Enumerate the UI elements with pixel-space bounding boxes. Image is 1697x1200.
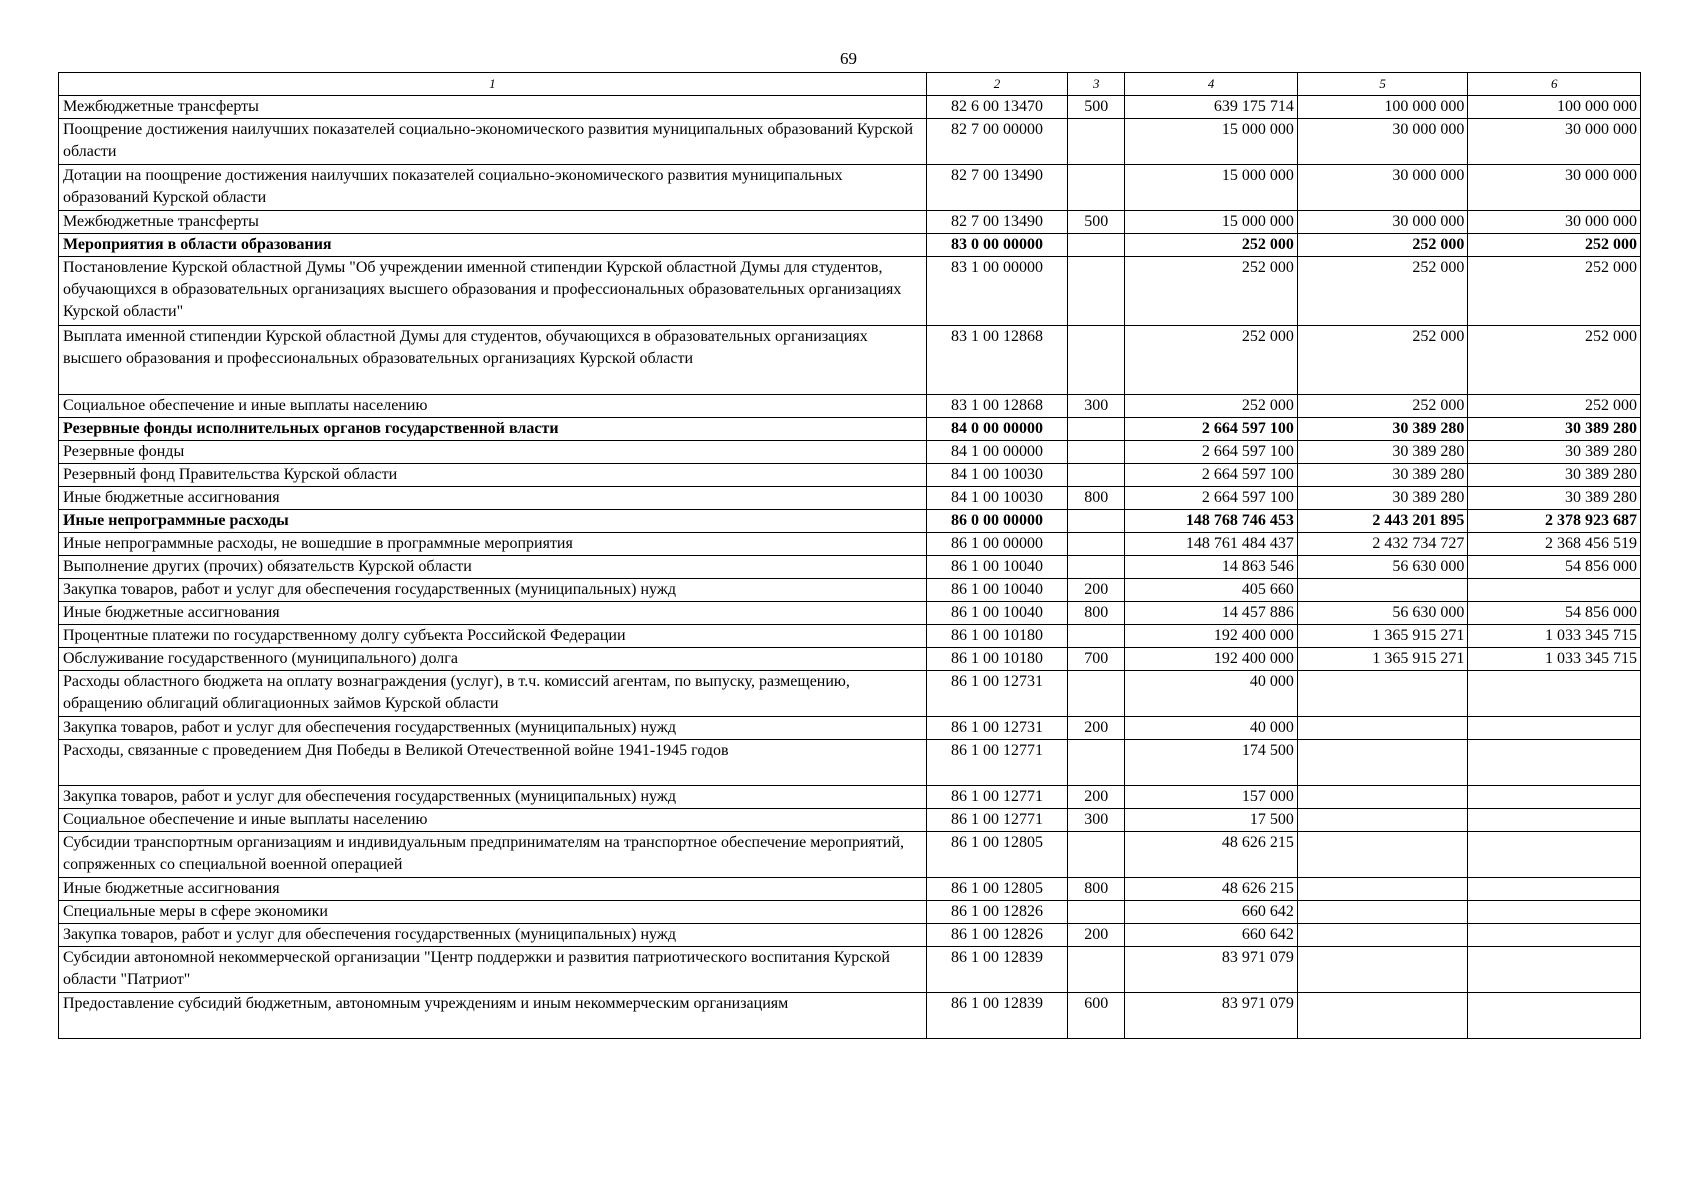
target-code-cell: 86 1 00 12826 (926, 901, 1067, 924)
item-name-cell: Межбюджетные трансферты (59, 96, 927, 119)
amount-1-cell: 40 000 (1125, 671, 1298, 717)
amount-2-cell: 252 000 (1297, 326, 1468, 395)
target-code-cell: 83 1 00 12868 (926, 395, 1067, 418)
expense-type-cell: 600 (1068, 993, 1125, 1039)
amount-2-cell: 252 000 (1297, 234, 1468, 257)
amount-2-cell: 30 000 000 (1297, 119, 1468, 165)
target-code-cell: 86 1 00 12771 (926, 809, 1067, 832)
amount-3-cell: 252 000 (1468, 257, 1641, 326)
table-row (59, 924, 1641, 947)
target-code-cell: 86 1 00 12839 (926, 947, 1067, 993)
expense-type-cell (1068, 234, 1125, 257)
amount-3-cell: 252 000 (1468, 326, 1641, 395)
table-row (59, 901, 1641, 924)
table-row (59, 579, 1641, 602)
expense-type-cell: 200 (1068, 924, 1125, 947)
table-row (59, 96, 1641, 119)
amount-3-cell: 30 389 280 (1468, 464, 1641, 487)
expense-type-cell (1068, 326, 1125, 395)
amount-2-cell: 252 000 (1297, 395, 1468, 418)
table-row (59, 533, 1641, 556)
amount-3-cell: 54 856 000 (1468, 602, 1641, 625)
item-name-cell: Предоставление субсидий бюджетным, автономным учреждениям и иным некоммерческим организациям (59, 993, 927, 1039)
expense-type-cell (1068, 533, 1125, 556)
table-row (59, 487, 1641, 510)
expense-type-cell (1068, 832, 1125, 878)
item-name-cell: Социальное обеспечение и иные выплаты населению (59, 395, 927, 418)
amount-3-cell (1468, 671, 1641, 717)
target-code-cell: 86 1 00 10040 (926, 579, 1067, 602)
amount-1-cell: 192 400 000 (1125, 625, 1298, 648)
target-code-cell: 86 1 00 10180 (926, 625, 1067, 648)
item-name-cell: Резервные фонды исполнительных органов государственной власти (59, 418, 927, 441)
amount-2-cell: 252 000 (1297, 257, 1468, 326)
amount-3-cell (1468, 786, 1641, 809)
amount-2-cell: 100 000 000 (1297, 96, 1468, 119)
amount-1-cell: 48 626 215 (1125, 832, 1298, 878)
item-name-cell: Выполнение других (прочих) обязательств Курской области (59, 556, 927, 579)
amount-3-cell: 1 033 345 715 (1468, 625, 1641, 648)
target-code-cell: 86 1 00 00000 (926, 533, 1067, 556)
column-header: 5 (1297, 73, 1468, 96)
item-name-cell: Дотации на поощрение достижения наилучших показателей социально-экономического развития муниципальных образований Курской области (59, 165, 927, 211)
amount-1-cell: 17 500 (1125, 809, 1298, 832)
amount-2-cell (1297, 786, 1468, 809)
table-row (59, 556, 1641, 579)
column-header: 4 (1125, 73, 1298, 96)
item-name-cell: Специальные меры в сфере экономики (59, 901, 927, 924)
table-row (59, 464, 1641, 487)
expense-type-cell (1068, 510, 1125, 533)
amount-2-cell: 2 432 734 727 (1297, 533, 1468, 556)
target-code-cell: 86 1 00 10180 (926, 648, 1067, 671)
amount-3-cell: 30 389 280 (1468, 418, 1641, 441)
amount-3-cell: 30 389 280 (1468, 487, 1641, 510)
expense-type-cell (1068, 740, 1125, 786)
column-header: 2 (926, 73, 1067, 96)
amount-2-cell: 30 000 000 (1297, 165, 1468, 211)
amount-2-cell: 2 443 201 895 (1297, 510, 1468, 533)
table-row (59, 234, 1641, 257)
table-row (59, 119, 1641, 165)
amount-2-cell (1297, 579, 1468, 602)
target-code-cell: 83 1 00 12868 (926, 326, 1067, 395)
amount-1-cell: 157 000 (1125, 786, 1298, 809)
column-header: 6 (1468, 73, 1641, 96)
amount-2-cell: 30 389 280 (1297, 418, 1468, 441)
amount-2-cell: 56 630 000 (1297, 602, 1468, 625)
table-header-row (59, 73, 1641, 96)
expense-type-cell: 200 (1068, 579, 1125, 602)
expense-type-cell: 800 (1068, 602, 1125, 625)
amount-3-cell (1468, 832, 1641, 878)
amount-1-cell: 2 664 597 100 (1125, 441, 1298, 464)
target-code-cell: 86 1 00 12731 (926, 671, 1067, 717)
expense-type-cell (1068, 671, 1125, 717)
amount-1-cell: 2 664 597 100 (1125, 464, 1298, 487)
budget-table (58, 72, 1641, 1039)
amount-3-cell: 2 378 923 687 (1468, 510, 1641, 533)
amount-3-cell: 252 000 (1468, 234, 1641, 257)
table-row (59, 326, 1641, 395)
target-code-cell: 84 0 00 00000 (926, 418, 1067, 441)
amount-1-cell: 48 626 215 (1125, 878, 1298, 901)
amount-3-cell (1468, 901, 1641, 924)
amount-3-cell: 30 000 000 (1468, 119, 1641, 165)
target-code-cell: 86 1 00 12805 (926, 832, 1067, 878)
amount-3-cell (1468, 579, 1641, 602)
item-name-cell: Иные непрограммные расходы, не вошедшие в программные мероприятия (59, 533, 927, 556)
amount-2-cell (1297, 993, 1468, 1039)
target-code-cell: 82 7 00 00000 (926, 119, 1067, 165)
amount-1-cell: 15 000 000 (1125, 211, 1298, 234)
item-name-cell: Субсидии автономной некоммерческой организации "Центр поддержки и развития патриотического воспитания Курской области "Патриот" (59, 947, 927, 993)
target-code-cell: 86 1 00 12771 (926, 740, 1067, 786)
amount-1-cell: 40 000 (1125, 717, 1298, 740)
page-number: 69 (840, 49, 857, 68)
amount-2-cell: 56 630 000 (1297, 556, 1468, 579)
item-name-cell: Закупка товаров, работ и услуг для обеспечения государственных (муниципальных) нужд (59, 717, 927, 740)
table-row (59, 740, 1641, 786)
amount-3-cell (1468, 809, 1641, 832)
amount-2-cell (1297, 740, 1468, 786)
table-row (59, 648, 1641, 671)
expense-type-cell (1068, 625, 1125, 648)
expense-type-cell (1068, 165, 1125, 211)
amount-1-cell: 639 175 714 (1125, 96, 1298, 119)
target-code-cell: 86 0 00 00000 (926, 510, 1067, 533)
amount-1-cell: 252 000 (1125, 257, 1298, 326)
table-row (59, 671, 1641, 717)
amount-3-cell (1468, 993, 1641, 1039)
amount-1-cell: 15 000 000 (1125, 165, 1298, 211)
amount-1-cell: 174 500 (1125, 740, 1298, 786)
target-code-cell: 86 1 00 12771 (926, 786, 1067, 809)
table-row (59, 257, 1641, 326)
amount-2-cell (1297, 671, 1468, 717)
expense-type-cell: 300 (1068, 809, 1125, 832)
amount-1-cell: 148 768 746 453 (1125, 510, 1298, 533)
amount-1-cell: 252 000 (1125, 234, 1298, 257)
amount-1-cell: 14 457 886 (1125, 602, 1298, 625)
amount-2-cell: 30 389 280 (1297, 441, 1468, 464)
table-row (59, 165, 1641, 211)
amount-3-cell: 2 368 456 519 (1468, 533, 1641, 556)
table-row (59, 993, 1641, 1039)
table-row (59, 211, 1641, 234)
table-row (59, 625, 1641, 648)
item-name-cell: Иные бюджетные ассигнования (59, 487, 927, 510)
amount-1-cell: 15 000 000 (1125, 119, 1298, 165)
amount-1-cell: 660 642 (1125, 924, 1298, 947)
amount-3-cell: 54 856 000 (1468, 556, 1641, 579)
target-code-cell: 84 1 00 10030 (926, 487, 1067, 510)
item-name-cell: Постановление Курской областной Думы "Об учреждении именной стипендии Курской областной Думы для студентов, обучающихся в образовательных организациях высшего образования и профессиональных образовательных организациях Курской области" (59, 257, 927, 326)
amount-1-cell: 252 000 (1125, 395, 1298, 418)
amount-2-cell (1297, 832, 1468, 878)
table-row (59, 809, 1641, 832)
target-code-cell: 86 1 00 12839 (926, 993, 1067, 1039)
expense-type-cell: 500 (1068, 96, 1125, 119)
table-row (59, 878, 1641, 901)
item-name-cell: Иные бюджетные ассигнования (59, 878, 927, 901)
column-header: 1 (59, 73, 927, 96)
target-code-cell: 83 0 00 00000 (926, 234, 1067, 257)
amount-1-cell: 83 971 079 (1125, 947, 1298, 993)
table-row (59, 947, 1641, 993)
target-code-cell: 84 1 00 10030 (926, 464, 1067, 487)
target-code-cell: 86 1 00 12805 (926, 878, 1067, 901)
table-row (59, 441, 1641, 464)
amount-3-cell (1468, 878, 1641, 901)
expense-type-cell: 700 (1068, 648, 1125, 671)
target-code-cell: 84 1 00 00000 (926, 441, 1067, 464)
amount-3-cell (1468, 717, 1641, 740)
amount-2-cell (1297, 901, 1468, 924)
amount-3-cell (1468, 924, 1641, 947)
expense-type-cell: 200 (1068, 786, 1125, 809)
target-code-cell: 83 1 00 00000 (926, 257, 1067, 326)
amount-1-cell: 192 400 000 (1125, 648, 1298, 671)
item-name-cell: Межбюджетные трансферты (59, 211, 927, 234)
amount-3-cell: 1 033 345 715 (1468, 648, 1641, 671)
expense-type-cell (1068, 441, 1125, 464)
amount-2-cell: 1 365 915 271 (1297, 648, 1468, 671)
item-name-cell: Расходы, связанные с проведением Дня Победы в Великой Отечественной войне 1941-1945 годов (59, 740, 927, 786)
item-name-cell: Резервные фонды (59, 441, 927, 464)
amount-3-cell: 252 000 (1468, 395, 1641, 418)
item-name-cell: Обслуживание государственного (муниципального) долга (59, 648, 927, 671)
table-row (59, 786, 1641, 809)
expense-type-cell: 200 (1068, 717, 1125, 740)
amount-3-cell: 30 000 000 (1468, 211, 1641, 234)
amount-3-cell: 30 000 000 (1468, 165, 1641, 211)
amount-3-cell (1468, 740, 1641, 786)
item-name-cell: Выплата именной стипендии Курской областной Думы для студентов, обучающихся в образовательных организациях высшего образования и профессиональных образовательных организациях Курской области (59, 326, 927, 395)
amount-1-cell: 83 971 079 (1125, 993, 1298, 1039)
table-row (59, 602, 1641, 625)
table-row (59, 395, 1641, 418)
amount-3-cell: 100 000 000 (1468, 96, 1641, 119)
table-row (59, 418, 1641, 441)
item-name-cell: Иные бюджетные ассигнования (59, 602, 927, 625)
expense-type-cell (1068, 947, 1125, 993)
amount-2-cell (1297, 717, 1468, 740)
amount-1-cell: 148 761 484 437 (1125, 533, 1298, 556)
amount-2-cell (1297, 924, 1468, 947)
item-name-cell: Поощрение достижения наилучших показателей социально-экономического развития муниципальных образований Курской области (59, 119, 927, 165)
amount-1-cell: 14 863 546 (1125, 556, 1298, 579)
amount-2-cell: 30 389 280 (1297, 464, 1468, 487)
target-code-cell: 86 1 00 10040 (926, 602, 1067, 625)
amount-1-cell: 660 642 (1125, 901, 1298, 924)
expense-type-cell (1068, 556, 1125, 579)
amount-3-cell: 30 389 280 (1468, 441, 1641, 464)
table-row (59, 832, 1641, 878)
item-name-cell: Иные непрограммные расходы (59, 510, 927, 533)
table-row (59, 717, 1641, 740)
amount-1-cell: 252 000 (1125, 326, 1298, 395)
expense-type-cell: 800 (1068, 487, 1125, 510)
expense-type-cell (1068, 418, 1125, 441)
expense-type-cell: 300 (1068, 395, 1125, 418)
expense-type-cell (1068, 119, 1125, 165)
amount-2-cell: 30 000 000 (1297, 211, 1468, 234)
amount-1-cell: 2 664 597 100 (1125, 487, 1298, 510)
expense-type-cell (1068, 901, 1125, 924)
target-code-cell: 82 7 00 13490 (926, 165, 1067, 211)
target-code-cell: 82 6 00 13470 (926, 96, 1067, 119)
column-header: 3 (1068, 73, 1125, 96)
amount-2-cell (1297, 947, 1468, 993)
item-name-cell: Расходы областного бюджета на оплату вознаграждения (услуг), в т.ч. комиссий агентам, по выпуску, размещению, обращению облигаций облигационных займов Курской области (59, 671, 927, 717)
amount-2-cell: 1 365 915 271 (1297, 625, 1468, 648)
amount-1-cell: 2 664 597 100 (1125, 418, 1298, 441)
amount-2-cell: 30 389 280 (1297, 487, 1468, 510)
expense-type-cell: 500 (1068, 211, 1125, 234)
target-code-cell: 86 1 00 12826 (926, 924, 1067, 947)
amount-3-cell (1468, 947, 1641, 993)
target-code-cell: 82 7 00 13490 (926, 211, 1067, 234)
item-name-cell: Мероприятия в области образования (59, 234, 927, 257)
item-name-cell: Закупка товаров, работ и услуг для обеспечения государственных (муниципальных) нужд (59, 786, 927, 809)
table-row (59, 510, 1641, 533)
amount-1-cell: 405 660 (1125, 579, 1298, 602)
item-name-cell: Закупка товаров, работ и услуг для обеспечения государственных (муниципальных) нужд (59, 579, 927, 602)
target-code-cell: 86 1 00 12731 (926, 717, 1067, 740)
item-name-cell: Резервный фонд Правительства Курской области (59, 464, 927, 487)
item-name-cell: Процентные платежи по государственному долгу субъекта Российской Федерации (59, 625, 927, 648)
amount-2-cell (1297, 809, 1468, 832)
amount-2-cell (1297, 878, 1468, 901)
item-name-cell: Субсидии транспортным организациям и индивидуальным предпринимателям на транспортное обеспечение мероприятий, сопряженных со специальной военной операцией (59, 832, 927, 878)
item-name-cell: Социальное обеспечение и иные выплаты населению (59, 809, 927, 832)
item-name-cell: Закупка товаров, работ и услуг для обеспечения государственных (муниципальных) нужд (59, 924, 927, 947)
target-code-cell: 86 1 00 10040 (926, 556, 1067, 579)
expense-type-cell (1068, 257, 1125, 326)
expense-type-cell: 800 (1068, 878, 1125, 901)
expense-type-cell (1068, 464, 1125, 487)
